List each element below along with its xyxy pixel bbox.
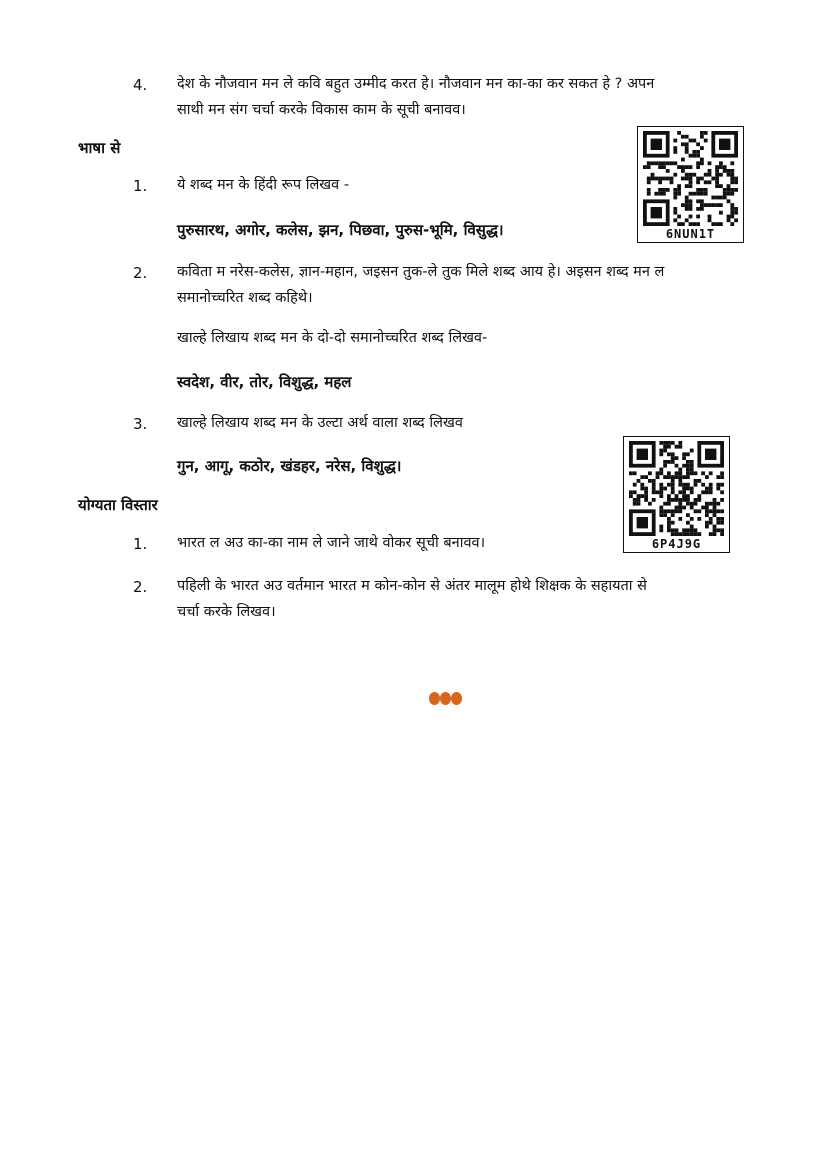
question-4-number: 4. (133, 76, 148, 94)
bhasha-item-2-line-2: समानोच्चरित शब्द कहिथे। (177, 290, 313, 306)
qr-pattern-2 (629, 441, 724, 536)
ornament-dot (440, 692, 451, 705)
yogyata-item-2-number: 2. (133, 578, 148, 596)
question-4-line-1: देश के नौजवान मन ले कवि बहुत उम्मीद करत हे। नौजवान मन का-का कर सकत हे ? अपन (177, 76, 655, 92)
section-heading-yogyata: योग्यता विस्तार (78, 496, 158, 514)
bhasha-item-3-number: 3. (133, 415, 148, 433)
qr-code-2-label: 6P4J9G (651, 537, 702, 551)
section-heading-bhasha: भाषा से (78, 139, 121, 157)
bhasha-item-1-words: पुरुसारथ, अगोर, कलेस, झन, पिछवा, पुरुस-भूमि, विसुद्ध। (177, 221, 504, 239)
bhasha-item-2-instruction: खाल्हे लिखाय शब्द मन के दो-दो समानोच्चरित शब्द लिखव- (177, 330, 488, 346)
bhasha-item-2-text (177, 259, 747, 311)
yogyata-item-2-text (177, 573, 747, 625)
qr-code-1[interactable] (637, 126, 744, 243)
bhasha-item-1-number: 1. (133, 177, 148, 195)
question-4-line-2: साथी मन संग चर्चा करके विकास काम के सूची बनावव। (177, 102, 466, 118)
qr-code-1-label: 6NUN1T (665, 227, 716, 241)
question-4-text (177, 71, 737, 123)
bhasha-item-2-number: 2. (133, 264, 148, 282)
qr-code-2[interactable] (623, 436, 730, 553)
bhasha-item-3-words: गुन, आगू, कठोर, खंडहर, नरेस, विशुद्ध। (177, 457, 402, 475)
ornament-dot (451, 692, 462, 705)
bhasha-item-1-text: ये शब्द मन के हिंदी रूप लिखव - (177, 177, 350, 193)
yogyata-item-1-number: 1. (133, 535, 148, 553)
qr-pattern-1 (643, 131, 738, 226)
bhasha-item-3-text: खाल्हे लिखाय शब्द मन के उल्टा अर्थ वाला शब्द लिखव (177, 415, 463, 431)
bhasha-item-2-words: स्वदेश, वीर, तोर, विशुद्ध, महल (177, 373, 352, 391)
yogyata-item-2-line-1: पहिली के भारत अउ वर्तमान भारत म कोन-कोन से अंतर मालूम होथे शिक्षक के सहायता से (177, 578, 647, 594)
bhasha-item-2-line-1: कविता म नरेस-कलेस, ज्ञान-महान, जइसन तुक-ले तुक मिले शब्द आय हे। अइसन शब्द मन ल (177, 264, 665, 280)
ornament-dot (429, 692, 440, 705)
yogyata-item-2-line-2: चर्चा करके लिखव। (177, 604, 276, 620)
yogyata-item-1-text: भारत ल अउ का-का नाम ले जाने जाथे वोकर सूची बनावव। (177, 535, 486, 551)
